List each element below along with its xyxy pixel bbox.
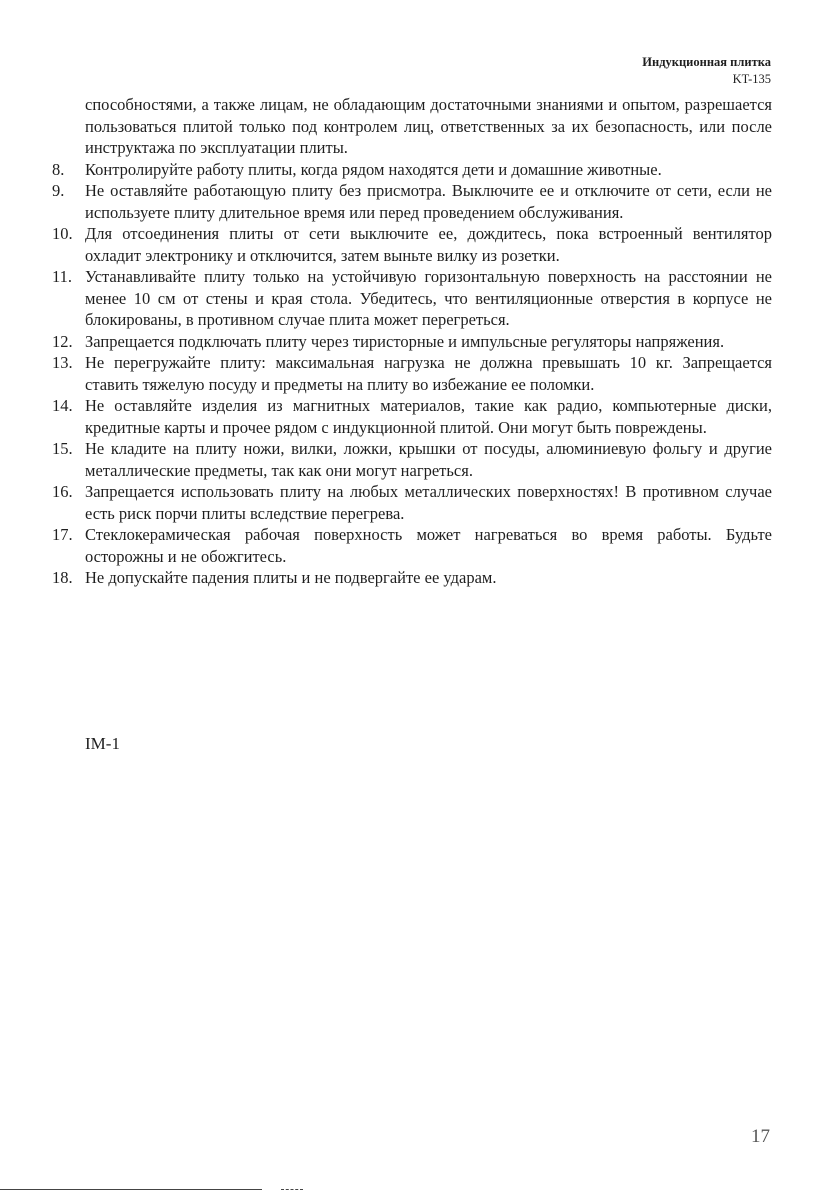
list-item xyxy=(52,524,772,567)
item-text: Не перегружайте плиту: максимальная нагрузка не должна превышать 10 кг. Запрещается ставить тяжелую посуду и предметы на плиту во избежание ее поломки. xyxy=(85,353,772,394)
list-item xyxy=(52,266,772,331)
continued-paragraph: способностями, а также лицам, не обладающим достаточными знаниями и опытом, разрешается пользоваться плитой только под контролем лиц, ответственных за их безопасность, или после инструктажа по эксплуатации плиты. xyxy=(85,95,772,157)
item-number: 17. xyxy=(52,525,73,544)
list-item xyxy=(52,352,772,395)
item-number: 8. xyxy=(52,159,65,179)
footer-mark xyxy=(281,1189,303,1191)
item-text: Для отсоединения плиты от сети выключите ее, дождитесь, пока встроенный вентилятор охладит электронику и отключится, затем выньте вилку из розетки. xyxy=(85,224,772,265)
item-number: 15. xyxy=(52,439,73,458)
item-text: Запрещается подключать плиту через тиристорные и импульсные регуляторы напряжения. xyxy=(85,331,725,351)
list-item xyxy=(52,223,772,266)
item-number: 13. xyxy=(52,353,73,372)
item-number: 11. xyxy=(52,267,73,286)
page-number: 17 xyxy=(751,1126,770,1147)
item-text: Контролируйте работу плиты, когда рядом находятся дети и домашние животные. xyxy=(85,159,662,179)
list-item xyxy=(52,331,772,353)
item-number: 14. xyxy=(52,396,73,415)
list-item xyxy=(52,438,772,481)
item-number: 12. xyxy=(52,331,73,351)
item-text: Стеклокерамическая рабочая поверхность может нагреваться во время работы. Будьте осторожны и не обожгитесь. xyxy=(85,525,772,566)
item-text: Не кладите на плиту ножи, вилки, ложки, крышки от посуды, алюминиевую фольгу и другие металлические предметы, так как они могут нагреться. xyxy=(85,439,772,480)
document-code: IM-1 xyxy=(85,734,120,753)
list-item xyxy=(52,567,772,589)
document-title: Индукционная плитка xyxy=(642,55,771,69)
item-text: Устанавливайте плиту только на устойчивую горизонтальную поверхность на расстоянии не менее 10 см от стены и края стола. Убедитесь, что вентиляционные отверстия в корпусе не блокированы, в противном случае плита может перегреться. xyxy=(85,267,772,329)
model-number: KT-135 xyxy=(732,72,771,86)
list-item xyxy=(52,180,772,223)
item-number: 18. xyxy=(52,568,73,587)
list-item xyxy=(52,395,772,438)
page-header xyxy=(642,54,771,88)
item-number: 16. xyxy=(52,482,73,501)
item-text: Не допускайте падения плиты и не подвергайте ее ударам. xyxy=(85,568,497,587)
list-item xyxy=(52,159,772,181)
item-text: Не оставляйте работающую плиту без присмотра. Выключите ее и отключите от сети, если не используете плиту длительное время или перед проведением обслуживания. xyxy=(85,181,772,222)
list-item xyxy=(52,481,772,524)
instructions-list xyxy=(52,94,772,589)
item-number: 9. xyxy=(52,181,65,200)
item-text: Запрещается использовать плиту на любых металлических поверхностях! В противном случае есть риск порчи плиты вследствие перегрева. xyxy=(85,482,772,523)
item-text: Не оставляйте изделия из магнитных материалов, такие как радио, компьютерные диски, кредитные карты и прочее рядом с индукционной плитой. Они могут быть повреждены. xyxy=(85,396,772,437)
item-number: 10. xyxy=(52,224,73,243)
footer-rule xyxy=(0,1189,262,1190)
